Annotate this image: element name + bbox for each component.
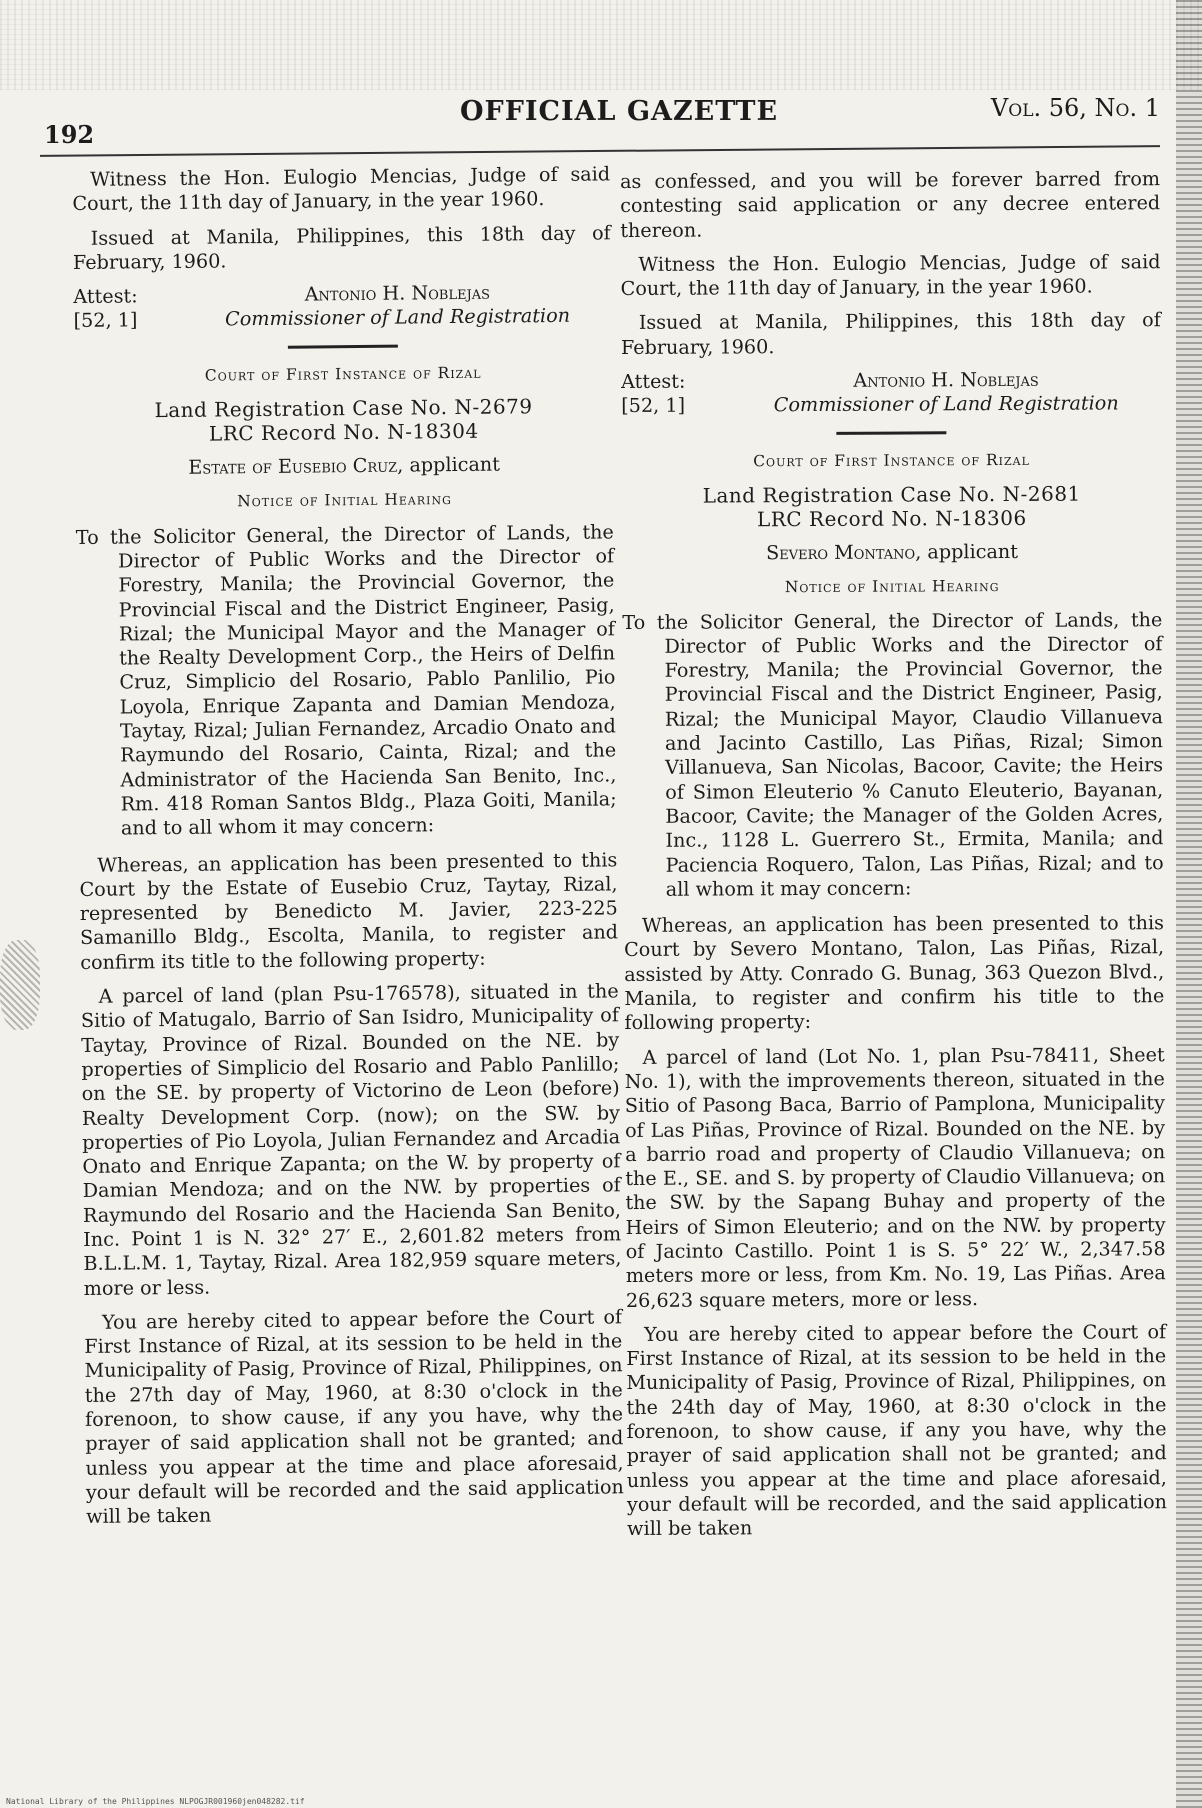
- applicant-suffix: , applicant: [397, 452, 501, 477]
- addressee-block: [622, 608, 1164, 902]
- scan-source-note: National Library of the Philippines NLPOGJR001960jen048282.tif: [6, 1797, 305, 1806]
- witness-paragraph: Witness the Hon. Eulogio Mencias, Judge of said Court, the 11th day of January, in the year 1960.: [620, 250, 1161, 301]
- notice-heading: Notice of Initial Hearing: [237, 490, 452, 511]
- applicant-line: [622, 539, 1162, 566]
- witness-paragraph: Witness the Hon. Eulogio Mencias, Judge of said Court, the 11th day of January, in the year 1960.: [72, 162, 611, 216]
- scan-noise-top: [0, 0, 1202, 90]
- issued-paragraph: Issued at Manila, Philippines, this 18th day of February, 1960.: [72, 220, 611, 274]
- volume-number: Vol. 56, No. 1: [990, 94, 1160, 122]
- attest-reference: [52, 1]: [73, 308, 138, 333]
- attest-name: Antonio H. Noblejas: [304, 280, 491, 306]
- scan-edge-right: [1176, 0, 1202, 1808]
- case-number: Land Registration Case No. N-2679: [154, 394, 533, 423]
- scan-blot-left: [0, 940, 40, 1030]
- record-number: LRC Record No. N-18306: [756, 505, 1027, 532]
- citation-paragraph: You are hereby cited to appear before the Court of First Instance of Rizal, at its session to be held in the Municipality of Pasig, Province of Rizal, Philippines, on the 27th day of May, 1960, at 8:30 o'clock in the forenoon, to show cause, if any you have, why the prayer of said application shall not be granted; and unless you appear at the time and place aforesaid, your default will be recorded and the said application will be taken: [84, 1305, 624, 1529]
- parcel-description: A parcel of land (Lot No. 1, plan Psu-78411, Sheet No. 1), with the improvements thereon, situated in the Sitio of Pasong Baca, Barrio of Pamplona, Municipality of Las Piñas, Province of Rizal. Bounded on the NE. by a barrio road and property of Claudio Villanueva; on the E., SE. and S. by property of Claudio Villanueva; on the SW. by the Sapang Buhay and property of the Heirs of Simon Eleuterio; and on the NW. by property of Jacinto Castillo. Point 1 is S. 5° 22′ W., 2,347.58 meters more or less, from Km. No. 19, Las Piñas. Area 26,623 square meters, more or less.: [624, 1042, 1166, 1312]
- left-column: [72, 162, 624, 1539]
- applicant-suffix: , applicant: [915, 539, 1018, 564]
- notice-heading: Notice of Initial Hearing: [784, 577, 1000, 597]
- attestation: [73, 280, 611, 334]
- whereas-paragraph: Whereas, an application has been presented to this Court by Severo Montano, Talon, Las Piñas, Rizal, assisted by Atty. Conrado G. Bunag, 363 Quezon Blvd., Manila, to register and confirm his title to the following property:: [624, 911, 1165, 1035]
- section-divider: [288, 344, 398, 348]
- publication-title: OFFICIAL GAZETTE: [460, 96, 779, 127]
- section-divider: [836, 431, 946, 435]
- record-number: LRC Record No. N-18304: [208, 418, 479, 446]
- right-column: [620, 167, 1167, 1551]
- applicant-name: Severo Montano: [766, 540, 916, 565]
- citation-paragraph: You are hereby cited to appear before the Court of First Instance of Rizal, at its session to be held in the Municipality of Pasig, Province of Rizal, Philippines, on the 24th day of May, 1960, at 8:30 o'clock in the forenoon, to show cause, if any you have, why the prayer of said application shall not be granted; and unless you appear at the time and place aforesaid, your default will be recorded, and the said application will be taken: [626, 1320, 1168, 1541]
- attestation: [621, 367, 1161, 418]
- court-heading: Court of First Instance of Rizal: [753, 450, 1030, 470]
- whereas-paragraph: Whereas, an application has been presented to this Court by the Estate of Eusebio Cruz, Taytay, Rizal, represented by Benedicto M. Javier, 223-225 Samanillo Bldg., Escolta, Manila, to register and confirm its title to the following property:: [79, 847, 619, 974]
- addressee-list: the Solicitor General, the Director of Lands, the Director of Public Works and the Director of Forestry, Manila; the Provincial Governor, the Provincial Fiscal and the District Engineer, Pasig, Rizal; the Municipal Mayor, Claudio Villanueva and Jacinto Castillo, Las Piñas, Rizal; Simon Villanueva, San Nicolas, Bacoor, Cavite; the Heirs of Simon Eleuterio % Canuto Eleuterio, Bayanan, Bacoor, Cavite; the Manager of the Golden Acres, Inc., 1128 L. Guerrero St., Ermita, Manila; and Paciencia Roquero, Talon, Las Piñas, Rizal; and to all whom it may concern:: [656, 607, 1164, 901]
- parcel-description: A parcel of land (plan Psu-176578), situated in the Sitio of Matugalo, Barrio of San Isidro, Municipality of Taytay, Province of Rizal. Bounded on the NE. by properties of Simplicio del Rosario and Pablo Panlillo; on the SE. by property of Victorino de Leon (before) Realty Development Corp. (now); on the SW. by properties of Pio Loyola, Julian Fernandez and Arcadia Onato and Enrique Zapanta; on the W. by property of Damian Mendoza; and on the NW. by properties of Raymundo del Rosario and the Hacienda San Benito, Inc. Point 1 is N. 32° 27′ E., 2,601.82 meters from B.L.L.M. 1, Taytay, Rizal. Area 182,959 square meters, more or less.: [80, 979, 622, 1300]
- page-number: 192: [44, 120, 95, 149]
- attest-name: Antonio H. Noblejas: [853, 367, 1039, 392]
- attest-label: Attest:: [73, 284, 138, 309]
- attest-label: Attest:: [621, 369, 686, 394]
- attest-title: Commissioner of Land Registration: [773, 391, 1119, 417]
- case-number: Land Registration Case No. N-2681: [702, 481, 1081, 508]
- addressee-list: the Solicitor General, the Director of Lands, the Director of Public Works and the Director of Forestry, Manila; the Provincial Governor, the Provincial Fiscal and the District Engineer, Pasig, Rizal; the Municipal Mayor and the Manager of the Realty Development Corp., the Heirs of Delfin Cruz, Simplicio del Rosario, Pablo Panlilio, Pio Loyola, Enrique Zapanta and Damian Mendoza, Taytay, Rizal; Julian Fernandez, Arcadio Onato and Raymundo del Rosario, Cainta, Rizal; and the Administrator of the Hacienda San Benito, Inc., Rm. 418 Roman Santos Bldg., Plaza Goiti, Manila; and to all whom it may concern:: [109, 520, 617, 840]
- applicant-line: [75, 451, 613, 481]
- applicant-name: Estate of Eusebio Cruz: [188, 453, 398, 479]
- to-label: To: [622, 610, 646, 634]
- to-label: To: [75, 525, 99, 549]
- continued-paragraph: as confessed, and you will be forever barred from contesting said application or any decree entered thereon.: [620, 167, 1161, 242]
- attest-reference: [52, 1]: [621, 394, 686, 418]
- page-header: [40, 88, 1160, 148]
- issued-paragraph: Issued at Manila, Philippines, this 18th day of February, 1960.: [620, 308, 1161, 359]
- court-heading: Court of First Instance of Rizal: [204, 363, 482, 385]
- addressee-block: [76, 520, 617, 841]
- attest-title: Commissioner of Land Registration: [224, 304, 571, 331]
